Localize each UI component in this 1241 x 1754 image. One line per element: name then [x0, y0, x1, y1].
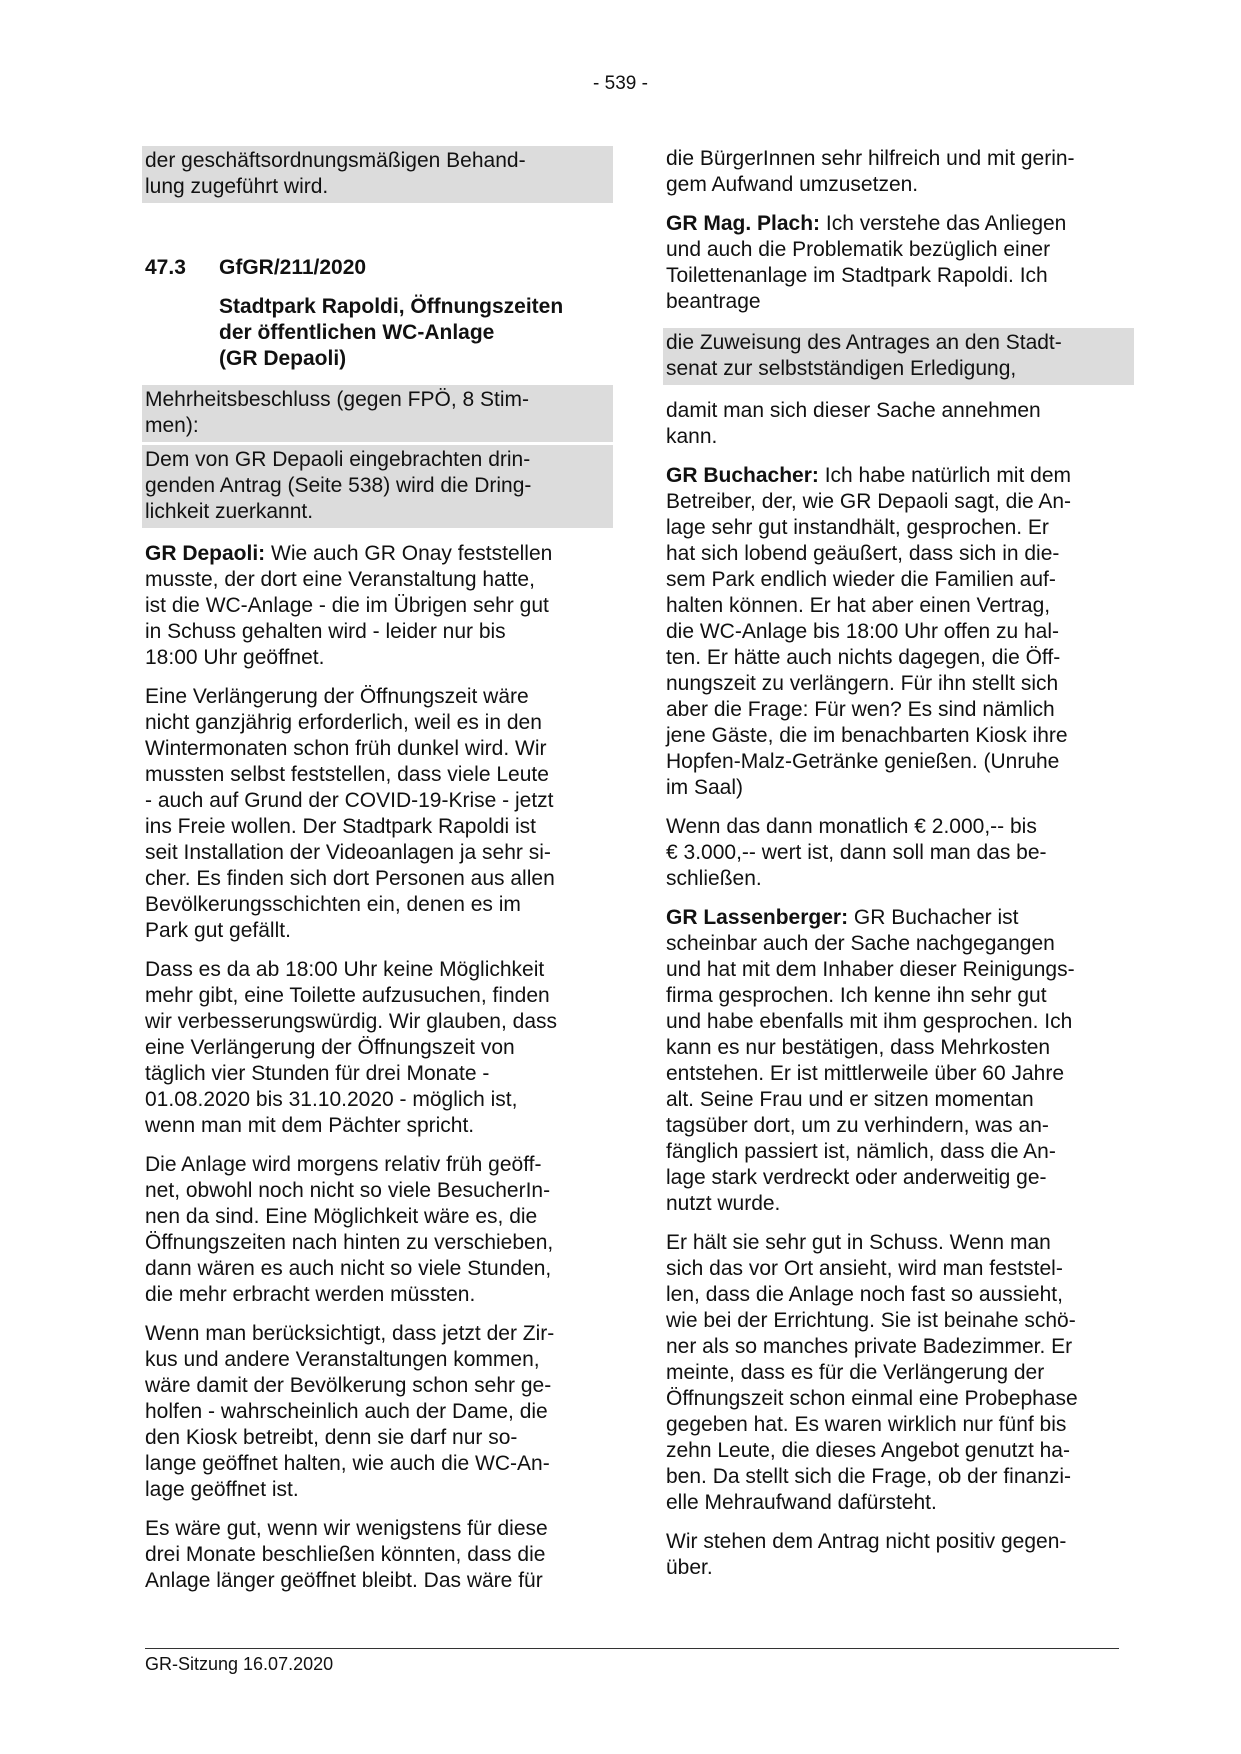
text-line: mussten selbst feststellen, dass viele Leute	[145, 763, 549, 786]
text-line: sem Park endlich wieder die Familien auf-	[666, 568, 1056, 591]
text-line: lage geöffnet ist.	[145, 1478, 299, 1501]
text-line: sich das vor Ort ansieht, wird man feststel-	[666, 1257, 1063, 1280]
text-line: Bevölkerungsschichten ein, denen es im	[145, 893, 521, 916]
text-line: die BürgerInnen sehr hilfreich und mit gerin-	[666, 147, 1075, 170]
text-line: musste, der dort eine Veranstaltung hatte,	[145, 568, 535, 591]
text-line: GR Buchacher ist	[848, 906, 1019, 929]
highlighted-motion	[663, 328, 1134, 385]
section-title	[219, 294, 607, 372]
decision-text	[142, 445, 613, 528]
text-line: tagsüber dort, um zu verhindern, was an-	[666, 1114, 1049, 1137]
text-line: die Zuweisung des Antrages an den Stadt-	[666, 331, 1062, 354]
text-line: Stadtpark Rapoldi, Öffnungszeiten	[219, 295, 564, 318]
footer-text: GR-Sitzung 16.07.2020	[145, 1654, 334, 1674]
paragraph	[666, 814, 1128, 892]
text-line: Die Anlage wird morgens relativ früh geöff-	[145, 1153, 542, 1176]
text-line: entstehen. Er ist mittlerweile über 60 Jahre	[666, 1062, 1065, 1085]
text-line: len, dass die Anlage noch fast so aussieht,	[666, 1283, 1063, 1306]
text-line: wie bei der Errichtung. Sie ist beinahe schö-	[666, 1309, 1076, 1332]
text-line: lichkeit zuerkannt.	[145, 500, 314, 523]
text-line: wäre damit der Bevölkerung schon sehr ge-	[145, 1374, 552, 1397]
text-line: nen da sind. Eine Möglichkeit wäre es, die	[145, 1205, 538, 1228]
text-line: im Saal)	[666, 776, 744, 799]
text-line: elle Mehraufwand dafürsteht.	[666, 1491, 937, 1514]
paragraph-buchacher	[666, 463, 1128, 801]
paragraph	[666, 146, 1128, 198]
text-line: Anlage länger geöffnet bleibt. Das wäre für	[145, 1569, 543, 1592]
text-line: ner als so manches private Badezimmer. Er	[666, 1335, 1073, 1358]
speaker-name: GR Lassenberger:	[666, 906, 849, 929]
text-line: damit man sich dieser Sache annehmen	[666, 399, 1041, 422]
text-line: ben. Da stellt sich die Frage, ob der finanzi-	[666, 1465, 1072, 1488]
text-line: Toilettenanlage im Stadtpark Rapoldi. Ich	[666, 264, 1048, 287]
text-line: 01.08.2020 bis 31.10.2020 - möglich ist,	[145, 1088, 518, 1111]
section-number: 47.3	[145, 256, 186, 279]
text-line: lung zugeführt wird.	[145, 175, 329, 198]
text-line: (GR Depaoli)	[219, 347, 347, 370]
text-line: halten können. Er hat aber einen Vertrag,	[666, 594, 1051, 617]
text-line: Betreiber, der, wie GR Depaoli sagt, die An-	[666, 490, 1072, 513]
right-column	[666, 146, 1128, 1594]
text-line: nungszeit zu verlängern. Für ihn stellt sich	[666, 672, 1059, 695]
vote-result	[142, 385, 613, 442]
text-line: schließen.	[666, 867, 762, 890]
text-line: wenn man mit dem Pächter spricht.	[145, 1114, 475, 1137]
paragraph-lassenberger	[666, 905, 1128, 1217]
paragraph	[145, 1516, 607, 1594]
text-line: über.	[666, 1556, 713, 1579]
highlighted-intro	[142, 146, 613, 203]
text-line: nicht ganzjährig erforderlich, weil es in den	[145, 711, 542, 734]
text-line: Öffnungszeit schon einmal eine Probephase	[666, 1387, 1078, 1410]
paragraph	[666, 398, 1128, 450]
text-line: Dass es da ab 18:00 Uhr keine Möglichkeit	[145, 958, 545, 981]
text-line: drei Monate beschließen könnten, dass die	[145, 1543, 546, 1566]
text-line: täglich vier Stunden für drei Monate -	[145, 1062, 490, 1085]
text-line: scheinbar auch der Sache nachgegangen	[666, 932, 1055, 955]
paragraph-plach	[666, 211, 1128, 315]
paragraph-depaoli	[145, 541, 607, 671]
text-line: Ich habe natürlich mit dem	[818, 464, 1071, 487]
text-line: men):	[145, 414, 199, 437]
section-heading	[145, 255, 607, 281]
text-line: Eine Verlängerung der Öffnungszeit wäre	[145, 685, 529, 708]
text-line: seit Installation der Videoanlagen ja sehr si-	[145, 841, 551, 864]
text-line: lage stark verdreckt oder anderweitig ge-	[666, 1166, 1047, 1189]
text-line: kus und andere Veranstaltungen kommen,	[145, 1348, 540, 1371]
text-line: die mehr erbracht werden müssten.	[145, 1283, 476, 1306]
text-line: Hopfen-Malz-Getränke genießen. (Unruhe	[666, 750, 1060, 773]
text-line: holfen - wahrscheinlich auch der Dame, die	[145, 1400, 548, 1423]
text-line: alt. Seine Frau und er sitzen momentan	[666, 1088, 1034, 1111]
text-line: der öffentlichen WC-Anlage	[219, 321, 495, 344]
text-line: gegeben hat. Es waren wirklich nur fünf bis	[666, 1413, 1067, 1436]
paragraph	[145, 1152, 607, 1308]
text-line: Wir stehen dem Antrag nicht positiv gegen-	[666, 1530, 1067, 1553]
text-line: Ich verstehe das Anliegen	[820, 212, 1067, 235]
text-line: nutzt wurde.	[666, 1192, 781, 1215]
text-line: firma gesprochen. Ich kenne ihn sehr gut	[666, 984, 1047, 1007]
text-line: den Kiosk betreibt, denn sie darf nur so-	[145, 1426, 518, 1449]
text-line: der geschäftsordnungsmäßigen Behand-	[145, 149, 526, 172]
text-line: Wie auch GR Onay feststellen	[265, 542, 553, 565]
text-line: Wintermonaten schon früh dunkel wird. Wir	[145, 737, 547, 760]
text-line: die WC-Anlage bis 18:00 Uhr offen zu hal-	[666, 620, 1059, 643]
text-line: jene Gäste, die im benachbarten Kiosk ihre	[666, 724, 1068, 747]
text-line: gem Aufwand umzusetzen.	[666, 173, 919, 196]
paragraph	[666, 1230, 1128, 1516]
speaker-name: GR Mag. Plach:	[666, 212, 821, 235]
text-line: 18:00 Uhr geöffnet.	[145, 646, 325, 669]
text-line: senat zur selbstständigen Erledigung,	[666, 357, 1017, 380]
text-line: meinte, dass es für die Verlängerung der	[666, 1361, 1045, 1384]
text-line: und habe ebenfalls mit ihm gesprochen. Ich	[666, 1010, 1073, 1033]
text-line: kann.	[666, 425, 718, 448]
text-line: Park gut gefällt.	[145, 919, 291, 942]
paragraph	[145, 684, 607, 944]
text-line: zehn Leute, die dieses Angebot genutzt ha-	[666, 1439, 1070, 1462]
text-line: kann es nur bestätigen, dass Mehrkosten	[666, 1036, 1051, 1059]
speaker-name: GR Depaoli:	[145, 542, 266, 565]
text-line: Wenn das dann monatlich € 2.000,-- bis	[666, 815, 1037, 838]
section-code: GfGR/211/2020	[219, 256, 367, 279]
text-line: Mehrheitsbeschluss (gegen FPÖ, 8 Stim-	[145, 388, 529, 411]
text-line: aber die Frage: Für wen? Es sind nämlich	[666, 698, 1055, 721]
speaker-name: GR Buchacher:	[666, 464, 819, 487]
text-line: genden Antrag (Seite 538) wird die Dring-	[145, 474, 532, 497]
text-line: - auch auf Grund der COVID-19-Krise - jetzt	[145, 789, 554, 812]
text-line: € 3.000,-- wert ist, dann soll man das be-	[666, 841, 1047, 864]
text-line: lange geöffnet halten, wie auch die WC-An-	[145, 1452, 550, 1475]
page-number: - 539 -	[593, 73, 648, 94]
text-line: Wenn man berücksichtigt, dass jetzt der Zir-	[145, 1322, 555, 1345]
text-line: dann wären es auch nicht so viele Stunden,	[145, 1257, 552, 1280]
text-line: hat sich lobend geäußert, dass sich in die-	[666, 542, 1060, 565]
paragraph	[666, 1529, 1128, 1581]
text-line: Es wäre gut, wenn wir wenigstens für diese	[145, 1517, 548, 1540]
text-line: in Schuss gehalten wird - leider nur bis	[145, 620, 506, 643]
text-line: eine Verlängerung der Öffnungszeit von	[145, 1036, 515, 1059]
text-line: fänglich passiert ist, nämlich, dass die An-	[666, 1140, 1056, 1163]
footer-divider	[145, 1648, 1119, 1649]
text-line: net, obwohl noch nicht so viele BesucherIn-	[145, 1179, 551, 1202]
text-line: Öffnungszeiten nach hinten zu verschieben,	[145, 1231, 554, 1254]
text-line: beantrage	[666, 290, 761, 313]
text-line: Er hält sie sehr gut in Schuss. Wenn man	[666, 1231, 1051, 1254]
text-line: und hat mit dem Inhaber dieser Reinigungs-	[666, 958, 1075, 981]
paragraph	[145, 1321, 607, 1503]
paragraph	[145, 957, 607, 1139]
left-column	[145, 146, 607, 1607]
text-line: Dem von GR Depaoli eingebrachten drin-	[145, 448, 531, 471]
text-line: ins Freie wollen. Der Stadtpark Rapoldi ist	[145, 815, 537, 838]
text-line: lage sehr gut instandhält, gesprochen. Er	[666, 516, 1049, 539]
text-line: und auch die Problematik bezüglich einer	[666, 238, 1051, 261]
text-line: cher. Es finden sich dort Personen aus allen	[145, 867, 555, 890]
text-line: mehr gibt, eine Toilette aufzusuchen, finden	[145, 984, 550, 1007]
text-line: wir verbesserungswürdig. Wir glauben, dass	[145, 1010, 558, 1033]
text-line: ten. Er hätte auch nichts dagegen, die Öff-	[666, 646, 1061, 669]
text-line: ist die WC-Anlage - die im Übrigen sehr gut	[145, 594, 549, 617]
